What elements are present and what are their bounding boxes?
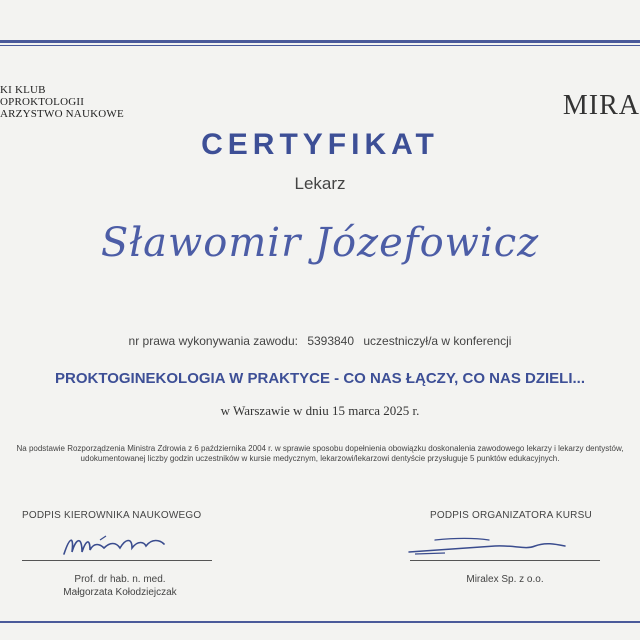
organizer-signature: [405, 532, 585, 558]
scientific-director-signature: [60, 528, 180, 560]
organizer-name: Miralex Sp. z o.o.: [466, 574, 544, 585]
place-date: w Warszawie w dniu 15 marca 2025 r.: [220, 403, 420, 418]
miralex-logo: MIRA: [562, 90, 640, 121]
scientific-director-title: Prof. dr hab. n. med.: [74, 574, 166, 585]
certificate-subtitle: Lekarz: [294, 174, 346, 193]
participation-text: uczestniczył/a w konferencji: [363, 334, 512, 348]
organizer-logo-text: [0, 84, 124, 120]
organizer-line-1: KI KLUB: [0, 84, 46, 96]
scientific-director-name: Małgorzata Kołodziejczak: [63, 587, 177, 598]
organizer-line-3: ARZYSTWO NAUKOWE: [0, 108, 124, 120]
license-label: nr prawa wykonywania zawodu:: [128, 334, 298, 348]
top-border-line: [0, 40, 640, 43]
organizer: [410, 573, 600, 586]
participant-name: Sławomir Józefowicz: [100, 220, 540, 266]
scientific-director-signature-label: PODPIS KIEROWNIKA NAUKOWEGO: [22, 510, 202, 521]
legal-notice: [0, 444, 640, 464]
legal-line-1: Na podstawie Rozporządzenia Ministra Zdrowia z 6 października 2004 r. w sprawie sposobu dopełnienia obowiązku doskonalenia zawodowego lekarzy i lekarzy dentystów,: [16, 444, 624, 453]
top-border-thin-line: [0, 45, 640, 46]
bottom-border-line: [0, 621, 640, 623]
certificate-title: CERTYFIKAT: [201, 128, 439, 161]
license-line: [0, 334, 640, 348]
license-number: 5393840: [307, 334, 355, 348]
organizer-line-2: OPROKTOLOGII: [0, 96, 85, 108]
legal-line-2: udokumentowanej liczby godzin uczestników w kursie medycznym, lekarzowi/lekarzowi dentyście przysługuje 5 punktów edukacyjnych.: [80, 454, 560, 463]
scientific-director: [20, 573, 220, 599]
organizer-signature-label: PODPIS ORGANIZATORA KURSU: [430, 510, 592, 521]
right-signature-line: [410, 560, 600, 561]
conference-title: PROKTOGINEKOLOGIA W PRAKTYCE - CO NAS ŁĄCZY, CO NAS DZIELI...: [54, 370, 586, 387]
left-signature-line: [22, 560, 212, 561]
